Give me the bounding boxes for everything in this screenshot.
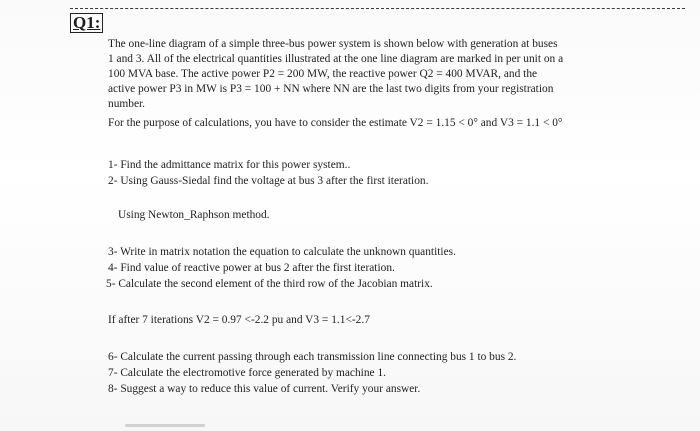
task-4: 4- Find value of reactive power at bus 2 after the first iteration. <box>108 262 395 274</box>
task-5: 5- Calculate the second element of the third row of the Jacobian matrix. <box>106 278 433 290</box>
task-7: 7- Calculate the electromotive force generated by machine 1. <box>108 367 386 379</box>
task-8: 8- Suggest a way to reduce this value of current. Verify your answer. <box>108 383 421 395</box>
intro-line-3: 100 MVA base. The active power P2 = 200 MW, the reactive power Q2 = 400 MVAR, and the <box>108 68 538 80</box>
iteration-condition: If after 7 iterations V2 = 0.97 <-2.2 pu and V3 = 1.1<-2.7 <box>108 314 370 326</box>
task-3: 3- Write in matrix notation the equation to calculate the unknown quantities. <box>108 246 456 258</box>
assumption-text: For the purpose of calculations, you have to consider the estimate V2 = 1.15 < 0° and V3 = 1.1 < 0° <box>108 117 563 129</box>
intro-line-5: number. <box>108 98 146 110</box>
method-heading: Using Newton_Raphson method. <box>118 209 270 221</box>
top-dashed-rule <box>70 8 685 9</box>
bottom-smudge <box>125 424 205 427</box>
task-1: 1- Find the admittance matrix for this power system.. <box>108 159 351 171</box>
intro-line-2: 1 and 3. All of the electrical quantities illustrated at the one line diagram are marked in per unit on a <box>108 53 564 65</box>
question-label: Q1: <box>70 13 103 33</box>
task-2: 2- Using Gauss-Siedal find the voltage at bus 3 after the first iteration. <box>108 175 429 187</box>
intro-line-1: The one-line diagram of a simple three-bus power system is shown below with generation at buses <box>108 38 558 50</box>
task-6: 6- Calculate the current passing through each transmission line connecting bus 1 to bus 2. <box>108 351 517 363</box>
intro-line-4: active power P3 in MW is P3 = 100 + NN where NN are the last two digits from your registration <box>108 83 554 95</box>
